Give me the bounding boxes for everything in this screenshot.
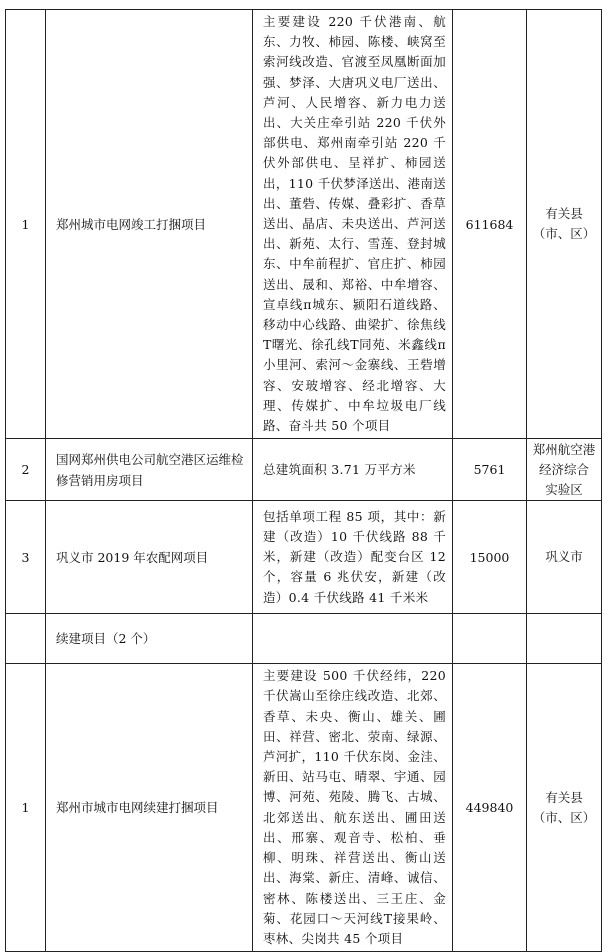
project-content: 主要建设 220 千伏港南、航东、力牧、柿园、陈楼、峡窝至索河线改造、官渡至凤凰断面加强、梦泽、大唐巩义电厂送出、芦河、人民增容、新力电力送出、大关庄牵引站 220 千伏外部供电、郑州南牵引站 220 千伏外部供电、呈祥扩、柿园送出，110 千伏梦泽送出、港南送出、董砦、传媒、叠彩扩、香草送出、晶店、未央送出、芦河送出、新苑、太行、雪莲、登封城东、中牟前程扩、官庄扩、柿园送出、晟和、郑裕、中牟增容、宣卓线π城东、颍阳石道线路、移动中心线路、曲梁扩、徐焦线T曙光、徐孔线T同苑、米鑫线π小里河、索河～金寨线、王砦增容、安玻增容、经北增容、大理、传媒扩、中牟垃圾电厂线路、奋斗共 50 个项目 (253, 10, 453, 439)
project-name: 国网郑州供电公司航空港区运维检修营销用房项目 (46, 439, 253, 501)
row-number (6, 614, 46, 664)
project-content (253, 614, 453, 664)
region-line: 有关县 (545, 789, 583, 805)
investment-amount: 5761 (453, 439, 527, 501)
project-content: 包括单项工程 85 项，其中：新建（改造）10 千伏线路 88 千米，新建（改造）配变台区 12 个，容量 6 兆伏安，新建（改造）0.4 千伏线路 41 千米米 (253, 501, 453, 614)
project-name: 郑州城市电网竣工打捆项目 (46, 10, 253, 439)
table-row (6, 10, 602, 439)
investment-amount (453, 614, 527, 664)
region-cell (527, 439, 602, 501)
row-number: 3 (6, 501, 46, 614)
row-number: 1 (6, 664, 46, 952)
project-table (5, 9, 602, 952)
project-name: 郑州市城市电网续建打捆项目 (46, 664, 253, 952)
investment-amount: 15000 (453, 501, 527, 614)
row-number: 2 (6, 439, 46, 501)
section-header-row (6, 614, 602, 664)
project-name: 巩义市 2019 年农配网项目 (46, 501, 253, 614)
investment-amount: 611684 (453, 10, 527, 439)
region-cell (527, 10, 602, 439)
region-line: 实验区 (545, 481, 583, 497)
section-title: 续建项目（2 个） (46, 614, 253, 664)
investment-amount: 449840 (453, 664, 527, 952)
region-line: 有关县 (545, 206, 583, 222)
region-line: （市、区） (532, 809, 596, 825)
row-number: 1 (6, 10, 46, 439)
table-row (6, 501, 602, 614)
region-line: （市、区） (532, 226, 596, 242)
table-row (6, 664, 602, 952)
region-line: 巩义市 (545, 549, 583, 565)
table-row (6, 439, 602, 501)
region-cell (527, 614, 602, 664)
region-cell (527, 501, 602, 614)
region-cell (527, 664, 602, 952)
project-content: 主要建设 500 千伏经纬，220 千伏嵩山至徐庄线改造、北郊、香草、未央、衡山、雄关、圃田、祥营、密北、荥南、绿源、芦河扩，110 千伏东岗、金洼、新田、站马屯、晴翠、宇通、园博、河苑、苑陵、腾飞、古城、北郊送出、航东送出、圃田送出、邢寨、观音寺、松柏、垂柳、明珠、祥营送出、衡山送出、海棠、新庄、清峰、诚信、密林、陈楼送出、三王庄、金菊、花园口～天河线T接果岭、枣林、尖岗共 45 个项目 (253, 664, 453, 952)
region-line: 郑州航空港 (532, 441, 596, 457)
region-line: 经济综合 (538, 461, 589, 477)
project-content: 总建筑面积 3.71 万平方米 (253, 439, 453, 501)
